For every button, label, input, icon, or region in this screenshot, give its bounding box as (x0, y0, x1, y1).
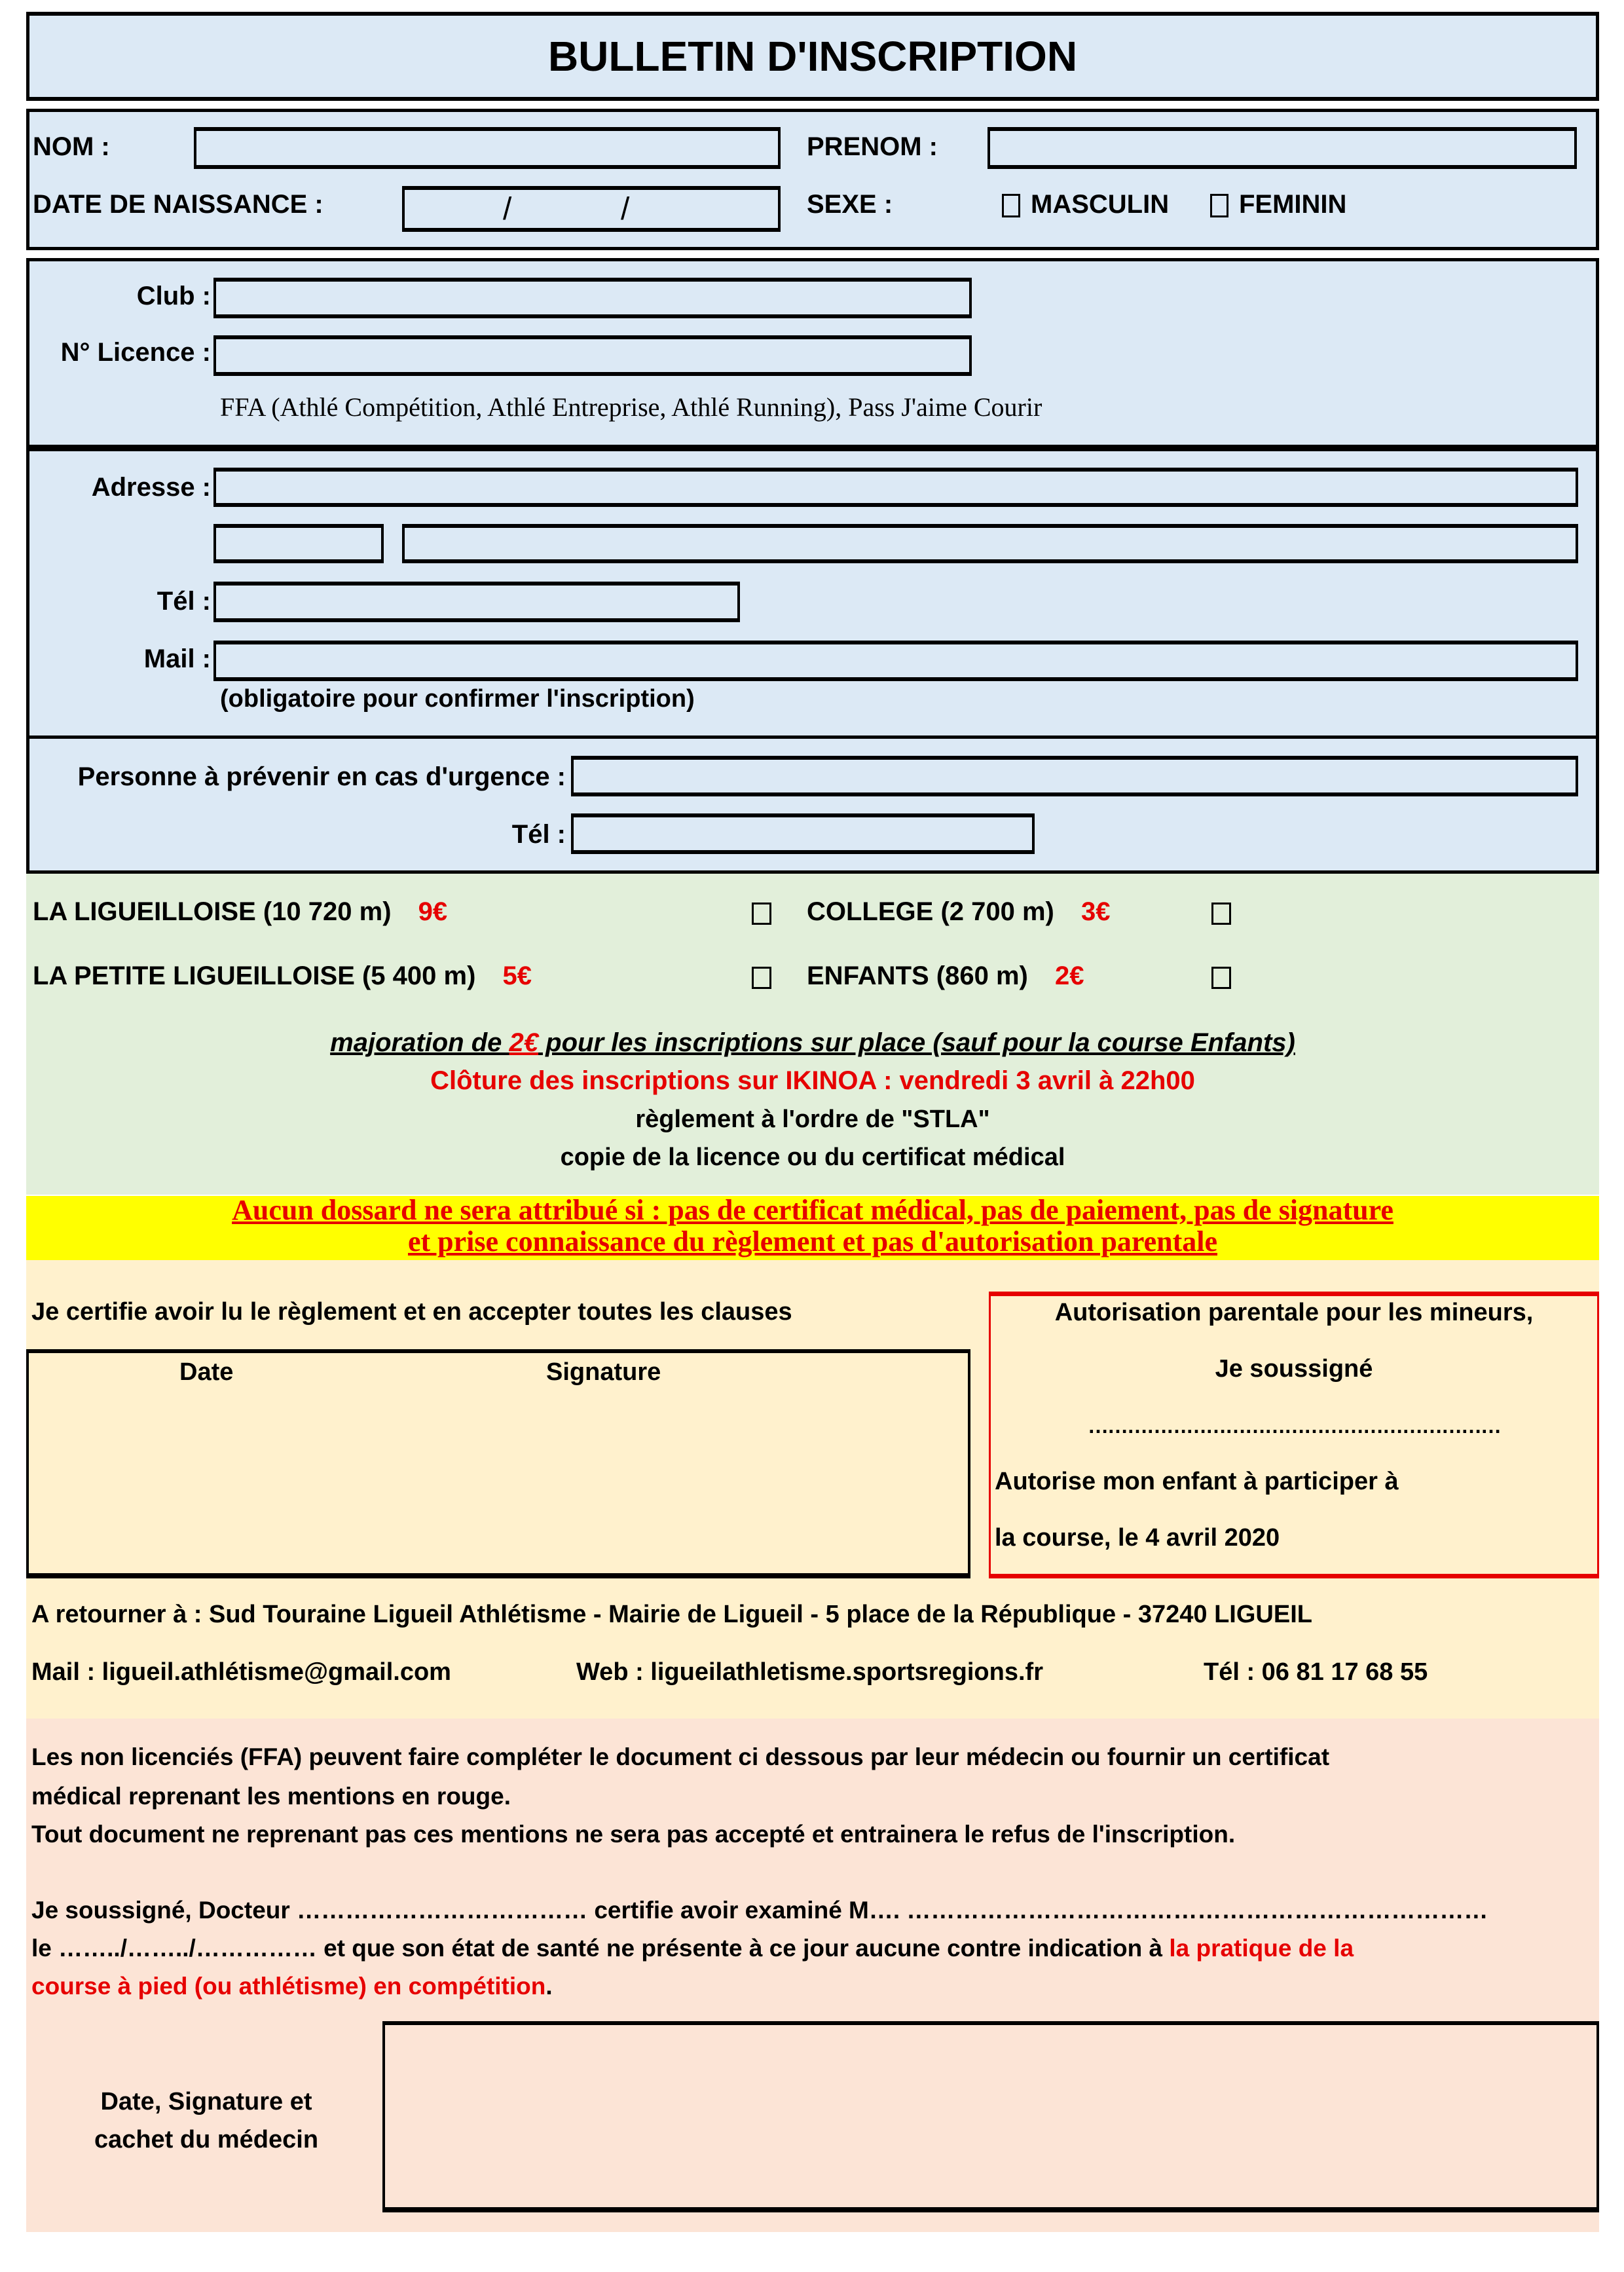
medical-cert-2: le ……../……../…………… et que son état de santé ne présente à ce jour aucune contre indication à la pratique de la (31, 1935, 1354, 1962)
race-ligueilloise: LA LIGUEILLOISE (10 720 m) 9€ (33, 897, 448, 926)
signature-label: Signature (546, 1358, 661, 1386)
club-label: Club : (136, 282, 211, 310)
prenom-label: PRENOM : (807, 132, 938, 161)
nom-label: NOM : (33, 132, 110, 161)
nom-input[interactable] (194, 127, 781, 169)
dob-slash-2: / (621, 192, 630, 227)
warning-line-1: Aucun dossard ne sera attribué si : pas de certificat médical, pas de paiement, pas de signature (232, 1194, 1393, 1226)
return-web: Web : ligueilathletisme.sportsregions.fr (576, 1658, 1043, 1686)
race-college-checkbox[interactable] (1211, 903, 1231, 925)
tel-label: Tél : (157, 587, 211, 616)
race-petite-ligueilloise-checkbox[interactable] (752, 967, 771, 989)
race-petite-ligueilloise: LA PETITE LIGUEILLOISE (5 400 m) 5€ (33, 961, 532, 990)
medical-cert-1: Je soussigné, Docteur ……………………………… certifie avoir examiné M…. ……………………………………………………………… (31, 1897, 1488, 1924)
emergency-tel-input[interactable] (571, 813, 1035, 854)
race-college: COLLEGE (2 700 m) 3€ (807, 897, 1111, 926)
prenom-input[interactable] (987, 127, 1577, 169)
city-input[interactable] (402, 524, 1578, 563)
dob-slash-1: / (503, 192, 512, 227)
licence-note: FFA (Athlé Compétition, Athlé Entreprise, Athlé Running), Pass J'aime Courir (220, 392, 1043, 422)
adresse-input[interactable] (213, 468, 1578, 507)
club-input[interactable] (213, 278, 972, 318)
sexe-label: SEXE : (807, 190, 893, 219)
certify-statement: Je certifie avoir lu le règlement et en accepter toutes les clauses (31, 1298, 792, 1326)
return-mail: Mail : ligueil.athlétisme@gmail.com (31, 1658, 451, 1686)
majoration-note: majoration de 2€ pour les inscriptions sur place (sauf pour la course Enfants) (330, 1028, 1295, 1057)
emergency-person-input[interactable] (571, 756, 1578, 796)
medical-stamp-box[interactable] (382, 2021, 1599, 2212)
parental-je-soussigne: Je soussigné (1215, 1355, 1373, 1383)
race-ligueilloise-checkbox[interactable] (752, 903, 771, 925)
sexe-option-masculin[interactable]: MASCULIN (1002, 190, 1169, 219)
medical-intro-3: Tout document ne reprenant pas ces mentions ne sera pas accepté et entrainera le refus de l'inscription. (31, 1821, 1236, 1848)
emergency-person-label: Personne à prévenir en cas d'urgence : (77, 762, 566, 791)
medical-intro-2: médical reprenant les mentions en rouge. (31, 1783, 511, 1810)
copie-note: copie de la licence ou du certificat médical (560, 1144, 1065, 1171)
warning-line-2: et prise connaissance du règlement et pas d'autorisation parentale (407, 1225, 1218, 1257)
return-address: A retourner à : Sud Touraine Ligueil Athlétisme - Mairie de Ligueil - 5 place de la République - 37240 LIGUEIL (31, 1601, 1312, 1628)
race-price: 5€ (502, 961, 532, 990)
mail-note: (obligatoire pour confirmer l'inscription) (220, 685, 695, 713)
dob-label: DATE DE NAISSANCE : (33, 190, 323, 219)
signature-box[interactable] (26, 1349, 970, 1578)
medical-cert-3: course à pied (ou athlétisme) en compétition. (31, 1973, 553, 2000)
cloture-note: Clôture des inscriptions sur IKINOA : vendredi 3 avril à 22h00 (430, 1066, 1195, 1095)
medical-intro-1: Les non licenciés (FFA) peuvent faire compléter le document ci dessous par leur médecin ou fournir un certificat (31, 1743, 1330, 1770)
race-price: 2€ (1054, 961, 1084, 990)
race-price: 3€ (1081, 897, 1111, 926)
licence-label: N° Licence : (60, 338, 211, 367)
mail-input[interactable] (213, 641, 1578, 681)
masculin-checkbox[interactable] (1002, 194, 1020, 217)
sexe-option-feminin[interactable]: FEMININ (1210, 190, 1346, 219)
parental-name-dots[interactable]: ……………………………………………………… (1088, 1414, 1500, 1438)
parental-authorization-box[interactable] (989, 1292, 1599, 1578)
mail-label: Mail : (143, 644, 211, 673)
race-price: 9€ (418, 897, 448, 926)
page-title: BULLETIN D'INSCRIPTION (547, 33, 1078, 80)
dob-input[interactable] (402, 186, 781, 232)
adresse-label: Adresse : (91, 473, 211, 502)
return-tel: Tél : 06 81 17 68 55 (1204, 1658, 1428, 1686)
licence-input[interactable] (213, 335, 972, 376)
reglement-note: règlement à l'ordre de "STLA" (635, 1106, 990, 1133)
parental-line-1: Autorise mon enfant à participer à (995, 1468, 1399, 1495)
postal-code-input[interactable] (213, 524, 384, 563)
feminin-checkbox[interactable] (1210, 194, 1228, 217)
medical-stamp-label: Date, Signature et cachet du médecin (94, 2088, 319, 2153)
header-box (26, 12, 1599, 101)
emergency-tel-label: Tél : (511, 820, 566, 849)
parental-line-2: la course, le 4 avril 2020 (995, 1524, 1280, 1552)
race-enfants-checkbox[interactable] (1211, 967, 1231, 989)
race-enfants: ENFANTS (860 m) 2€ (807, 961, 1084, 990)
parental-title: Autorisation parentale pour les mineurs, (1054, 1299, 1534, 1326)
tel-input[interactable] (213, 582, 740, 622)
signature-date-label: Date (179, 1358, 234, 1386)
